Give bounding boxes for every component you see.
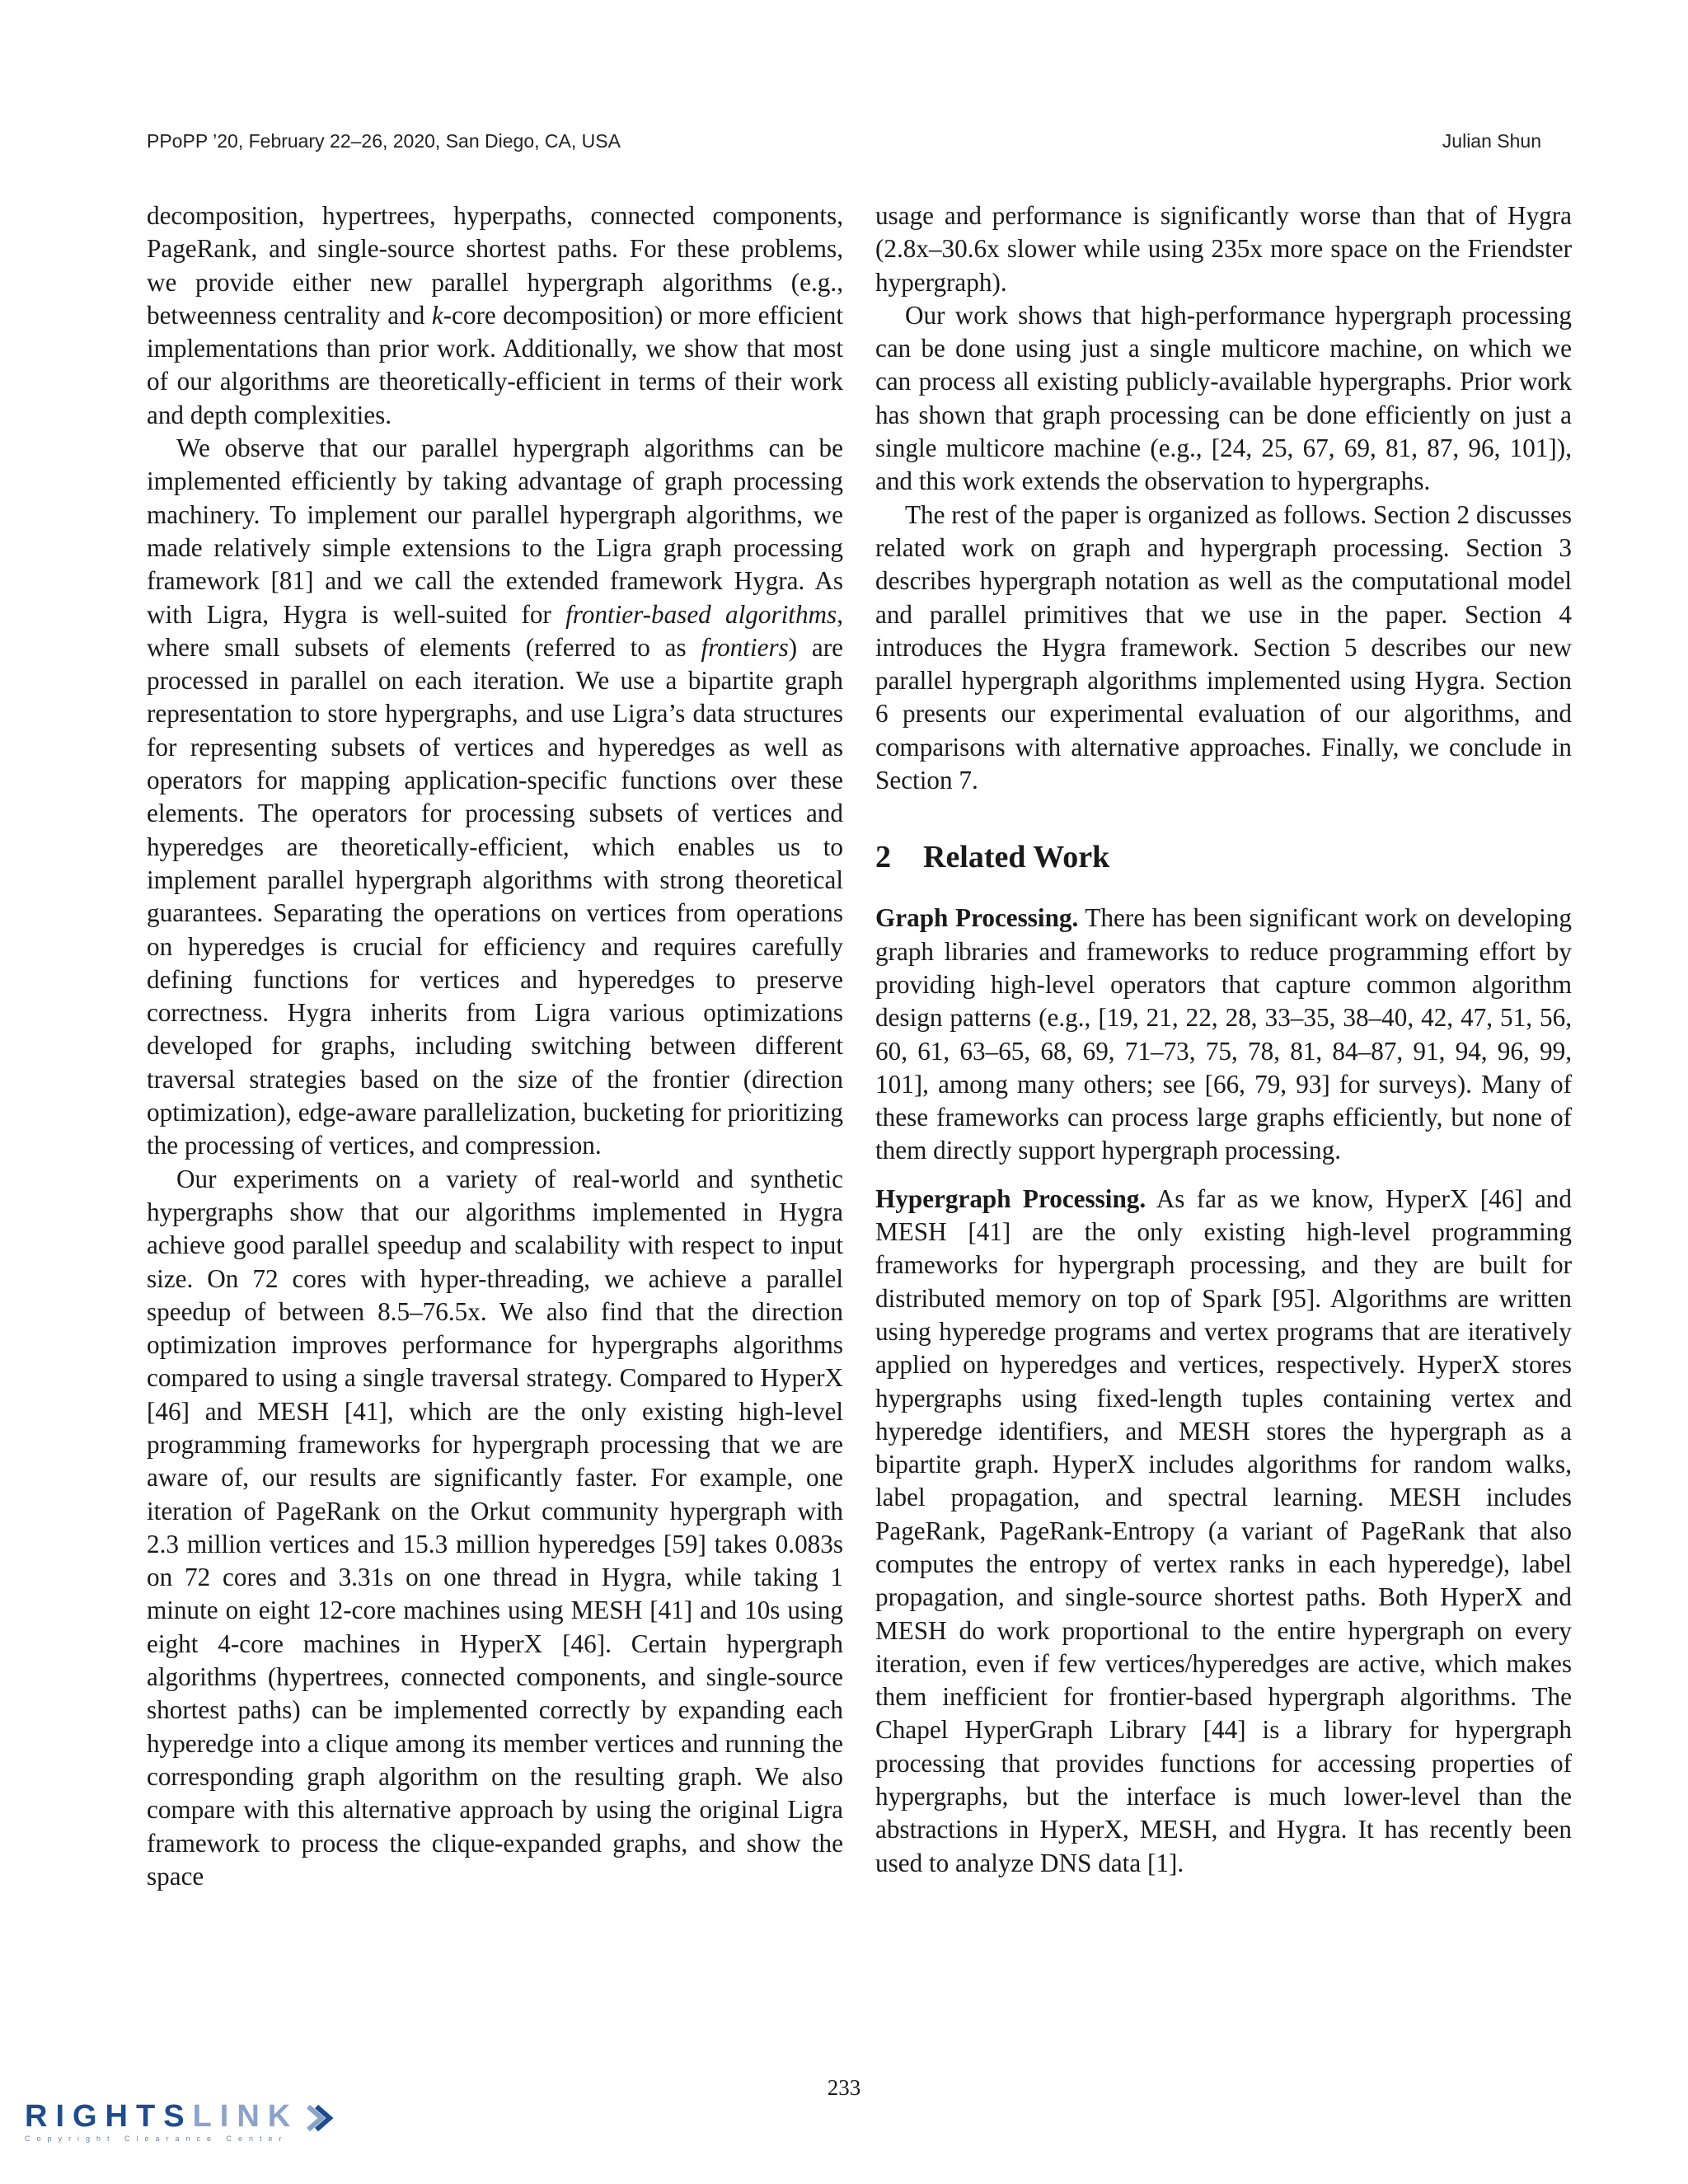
page-number: 233	[827, 2075, 861, 2100]
section-heading	[875, 838, 1572, 876]
left-column	[147, 199, 843, 1893]
paragraph: usage and performance is significantly worse than that of Hygra (2.8x–30.6x slower while using 235x more space on the Friendster hypergraph).	[875, 201, 1572, 297]
run-in-heading: Graph Processing.	[875, 903, 1079, 933]
rightslink-wordmark: RIGHTSLINK	[25, 2099, 299, 2134]
run-in-heading: Hypergraph Processing.	[875, 1183, 1146, 1213]
section-number: 2	[875, 840, 891, 875]
rightslink-logo[interactable]	[25, 2100, 338, 2151]
running-head	[147, 130, 1541, 152]
paragraph: We observe that our parallel hypergraph algorithms can be implemented efficiently by taking advantage of graph processing machinery. To implement our parallel hypergraph algorithms, we made relatively simple extensions to the Ligra graph processing framework [81] and we call the extended framework Hygra. As with Ligra, Hygra is well-suited for frontier-based algorithms, where small subsets of elements (referred to as frontiers) are processed in parallel on each iteration. We use a bipartite graph representation to store hypergraphs, and use Ligra’s data structures for representing subsets of vertices and hyperedges as well as operators for mapping application-specific functions over these elements. The operators for processing subsets of vertices and hyperedges are theoretically-efficient, which enables us to implement parallel hypergraph algorithms with strong theoretical guarantees. Separating the operations on vertices from operations on hyperedges is crucial for efficiency and requires carefully defining functions for vertices and hyperedges to preserve correctness. Hygra inherits from Ligra various optimizations developed for graphs, including switching between different traversal strategies based on the size of the frontier (direction optimization), edge-aware parallelization, bucketing for prioritizing the processing of vertices, and compression.	[147, 434, 843, 1160]
running-head-author: Julian Shun	[1442, 130, 1541, 152]
paragraph: The rest of the paper is organized as follows. Section 2 discusses related work on graph and hypergraph processing. Section 3 describes hypergraph notation as well as the computational model and parallel primitives that we use in the paper. Section 4 introduces the Hygra framework. Section 5 describes our new parallel hypergraph algorithms implemented using Hygra. Section 6 presents our experimental evaluation of our algorithms, and comparisons with alternative approaches. Finally, we conclude in Section 7.	[875, 499, 1572, 795]
right-column	[875, 199, 1572, 1880]
rightslink-tagline: Copyright Clearance Center	[25, 2135, 288, 2143]
paragraph: Our experiments on a variety of real-world and synthetic hypergraphs show that our algorithms implemented in Hygra achieve good parallel speedup and scalability with respect to input size. On 72 cores with hyper-threading, we achieve a parallel speedup of between 8.5–76.5x. We also find that the direction optimization improves performance for hypergraphs algorithms compared to using a single traversal strategy. Compared to HyperX [46] and MESH [41], which are the only existing high-level programming frameworks for hypergraph processing that we are aware of, our results are significantly faster. For example, one iteration of PageRank on the Orkut community hypergraph with 2.3 million vertices and 15.3 million hyperedges [59] takes 0.083s on 72 cores and 3.31s on one thread in Hygra, while taking 1 minute on eight 12-core machines using MESH [41] and 10s using eight 4-core machines in HyperX [46]. Certain hypergraph algorithms (hypertrees, connected components, and single-source shortest paths) can be implemented correctly by expanding each hyperedge into a clique among its member vertices and running the corresponding graph algorithm on the resulting graph. We also compare with this alternative approach by using the original Ligra framework to process the clique-expanded graphs, and show the space	[147, 1164, 843, 1891]
paragraph: decomposition, hypertrees, hyperpaths, connected components, PageRank, and single-source shortest paths. For these problems, we provide either new parallel hypergraph algorithms (e.g., betweenness centrality and k-core decomposition) or more efficient implementations than prior work. Additionally, we show that most of our algorithms are theoretically-efficient in terms of their work and depth complexities.	[147, 201, 843, 429]
running-head-venue: PPoPP ’20, February 22–26, 2020, San Diego, CA, USA	[147, 130, 621, 152]
paragraph: Our work shows that high-performance hypergraph processing can be done using just a single multicore machine, on which we can process all existing publicly-available hypergraphs. Prior work has shown that graph processing can be done efficiently on just a single multicore machine (e.g., [24, 25, 67, 69, 81, 87, 96, 101]), and this work extends the observation to hypergraphs.	[875, 300, 1572, 496]
chevron-icon	[305, 2103, 333, 2133]
paragraph-graph-processing: Graph Processing. There has been significant work on developing graph libraries and frameworks to reduce programming effort by providing high-level operators that capture common algorithm design patterns (e.g., [19, 21, 22, 28, 33–35, 38–40, 42, 47, 51, 56, 60, 61, 63–65, 68, 69, 71–73, 75, 78, 81, 84–87, 91, 94, 96, 99, 101], among many others; see [66, 79, 93] for surveys). Many of these frameworks can process large graphs efficiently, but none of them directly support hypergraph processing.	[875, 903, 1573, 1165]
paragraph-hypergraph-processing: Hypergraph Processing. As far as we know, HyperX [46] and MESH [41] are the only existing high-level programming frameworks for hypergraph processing, and they are built for distributed memory on top of Spark [95]. Algorithms are written using hyperedge programs and vertex programs that are iteratively applied on hyperedges and vertices, respectively. HyperX stores hypergraphs using fixed-length tuples containing vertex and hyperedge identifiers, and MESH stores the hypergraph as a bipartite graph. HyperX includes algorithms for random walks, label propagation, and spectral learning. MESH includes PageRank, PageRank-Entropy (a variant of PageRank that also computes the entropy of vertex ranks in each hyperedge), label propagation, and single-source shortest paths. Both HyperX and MESH do work proportional to the entire hypergraph on every iteration, even if few vertices/hyperedges are active, which makes them inefficient for frontier-based hypergraph algorithms. The Chapel HyperGraph Library [44] is a library for hypergraph processing that provides functions for accessing properties of hypergraphs, but the interface is much lower-level than the abstractions in HyperX, MESH, and Hygra. It has recently been used to analyze DNS data [1].	[875, 1183, 1572, 1877]
section-title: Related Work	[923, 840, 1110, 875]
